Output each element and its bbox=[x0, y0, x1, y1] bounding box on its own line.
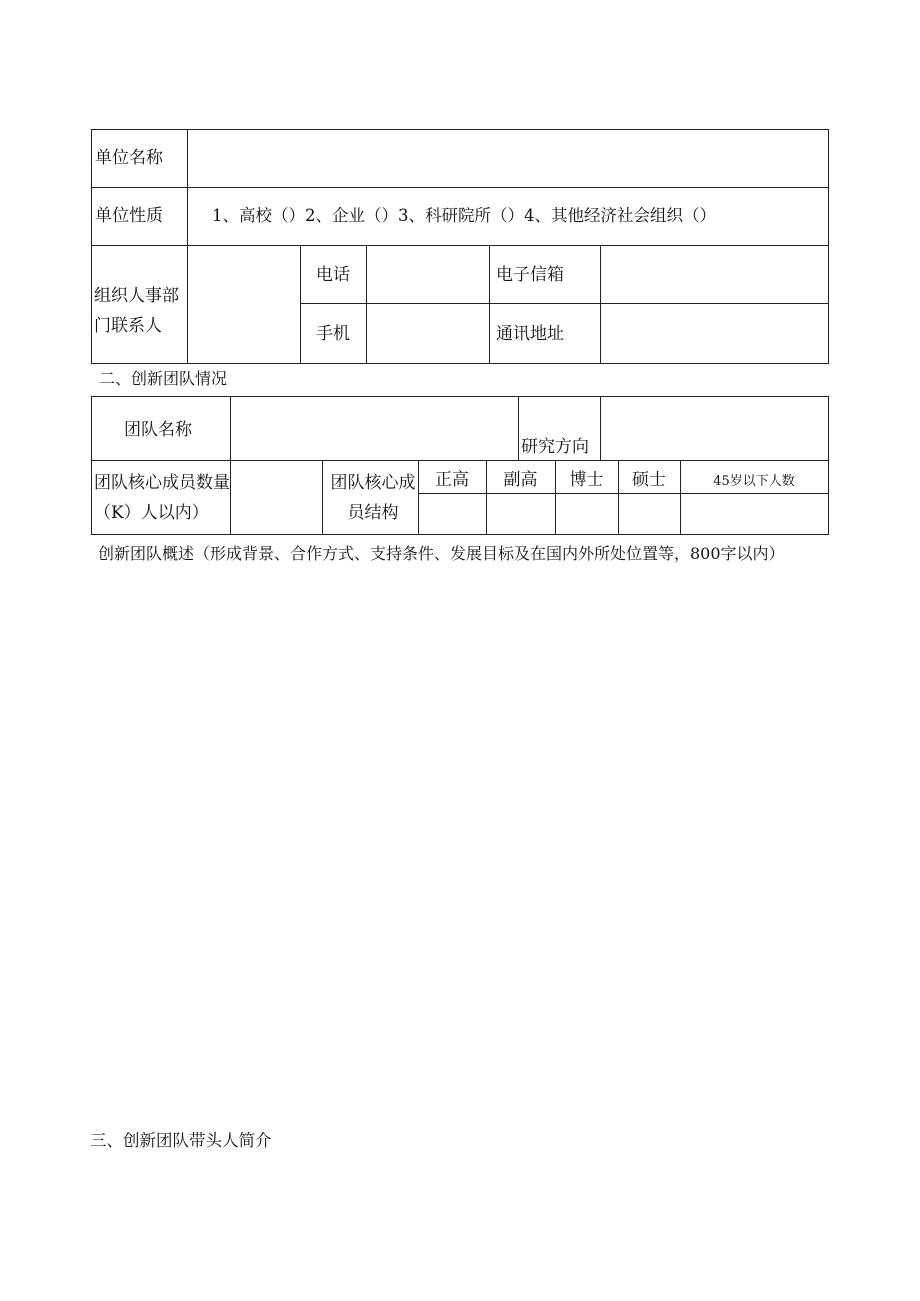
team-name-label: 团队名称 bbox=[124, 420, 192, 440]
address-label: 通讯地址 bbox=[496, 324, 564, 344]
section3-heading: 三、创新团队带头人简介 bbox=[90, 1131, 272, 1150]
research-direction-label: 研究方向 bbox=[521, 437, 589, 457]
table2-border-top bbox=[91, 396, 829, 397]
table1-border-top bbox=[91, 129, 829, 130]
structure-value-master[interactable] bbox=[620, 504, 678, 526]
table2-divider bbox=[680, 460, 681, 535]
table2-border-left bbox=[91, 396, 92, 535]
section2-heading: 二、创新团队情况 bbox=[99, 369, 228, 388]
table2-divider bbox=[600, 396, 601, 461]
mobile-label: 手机 bbox=[316, 324, 350, 344]
unit-nature-options[interactable]: 1、高校（）2、企业（）3、科研院所（）4、其他经济社会组织（） bbox=[212, 206, 716, 225]
table1-border-right bbox=[828, 129, 829, 364]
structure-header-under45: 45岁以下人数 bbox=[713, 474, 795, 489]
table1-divider bbox=[366, 245, 367, 364]
table2-border-right bbox=[828, 396, 829, 535]
table1-divider bbox=[91, 187, 829, 188]
table1-divider bbox=[300, 245, 301, 364]
structure-value-associate[interactable] bbox=[488, 504, 553, 526]
structure-header-associate: 副高 bbox=[503, 470, 538, 490]
table2-divider bbox=[230, 396, 231, 461]
structure-header-phd: 博士 bbox=[569, 470, 604, 490]
structure-header-senior: 正高 bbox=[435, 470, 469, 490]
structure-value-phd[interactable] bbox=[557, 504, 616, 526]
table1-border-left bbox=[91, 129, 92, 364]
unit-nature-label: 单位性质 bbox=[95, 206, 163, 226]
table2-divider bbox=[322, 460, 323, 535]
table1-divider bbox=[489, 245, 490, 364]
phone-label: 电话 bbox=[316, 265, 350, 285]
core-count-label: 团队核心成员数量（K）人以内） bbox=[94, 473, 230, 523]
contact-label: 组织人事部门联系人 bbox=[94, 286, 179, 336]
structure-value-under45[interactable] bbox=[682, 504, 826, 526]
structure-header-master: 硕士 bbox=[632, 470, 666, 490]
team-overview-prompt: 创新团队概述（形成背景、合作方式、支持条件、发展目标及在国内外所处位置等，800字以内） bbox=[98, 544, 785, 563]
unit-name-label: 单位名称 bbox=[95, 148, 163, 168]
table2-divider bbox=[91, 460, 829, 461]
email-label: 电子信箱 bbox=[496, 265, 564, 285]
table1-border-bottom bbox=[91, 363, 829, 364]
table1-divider bbox=[300, 303, 829, 304]
table2-border-bottom bbox=[91, 534, 829, 535]
table2-divider bbox=[518, 396, 519, 461]
table1-divider bbox=[600, 245, 601, 364]
table1-divider bbox=[91, 245, 829, 246]
table2-divider bbox=[418, 493, 829, 494]
core-structure-label: 团队核心成员结构 bbox=[330, 473, 416, 523]
structure-value-senior[interactable] bbox=[420, 504, 484, 526]
